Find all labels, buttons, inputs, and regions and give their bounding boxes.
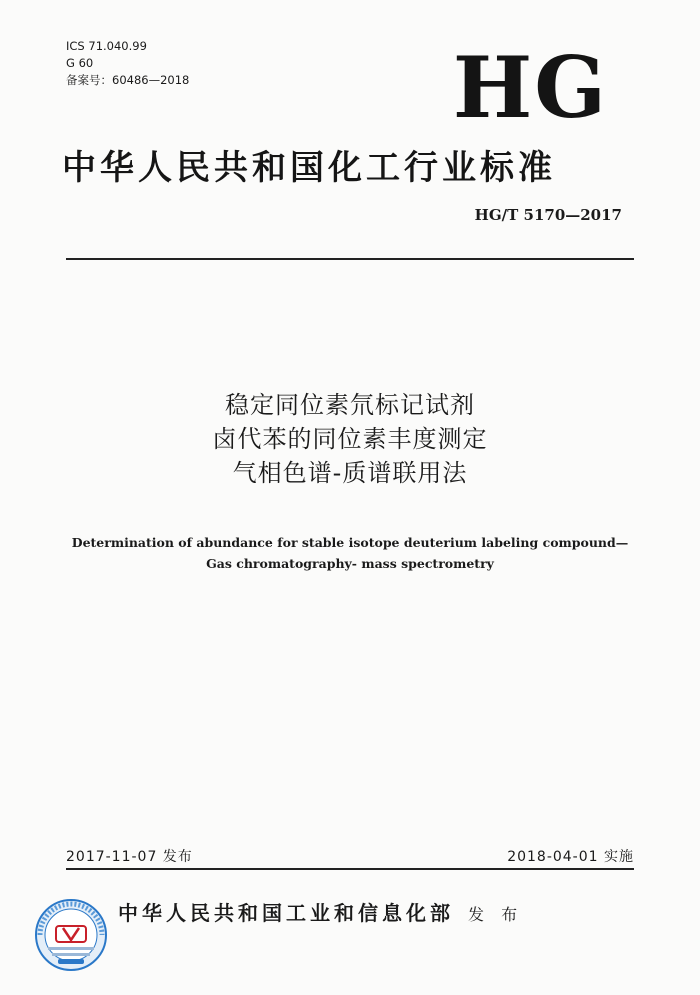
english-title-line-2: Gas chromatography- mass spectrometry (206, 556, 494, 571)
chinese-title-line-1: 稳定同位素氘标记试剂 (225, 391, 475, 419)
ccs-code: G 60 (66, 56, 94, 70)
industry-standard-title: 中华人民共和国化工行业标准 (62, 148, 556, 188)
chinese-title-line-2: 卤代苯的同位素丰度测定 (212, 425, 488, 453)
anti-counterfeit-seal-icon (34, 898, 108, 972)
chinese-title (0, 388, 700, 490)
bottom-divider (66, 868, 634, 870)
hg-standard-mark: HG (452, 38, 608, 137)
classification-block (66, 38, 189, 89)
issue-date: 2017-11-07 发布 (66, 849, 193, 865)
publisher-name: 中华人民共和国工业和信息化部 (118, 901, 454, 925)
implementation-date: 2018-04-01 实施 (507, 849, 634, 865)
standard-number: HG/T 5170—2017 (474, 206, 622, 224)
chinese-title-line-3: 气相色谱-质谱联用法 (232, 459, 468, 487)
publisher (118, 897, 523, 926)
english-title-line-1: Determination of abundance for stable isotope deuterium labeling compound— (71, 535, 629, 550)
publisher-suffix: 发 布 (468, 905, 524, 924)
ics-code: ICS 71.040.99 (66, 39, 147, 53)
top-divider (66, 258, 634, 260)
record-number: 备案号：60486—2018 (66, 73, 190, 87)
english-title (40, 532, 660, 574)
